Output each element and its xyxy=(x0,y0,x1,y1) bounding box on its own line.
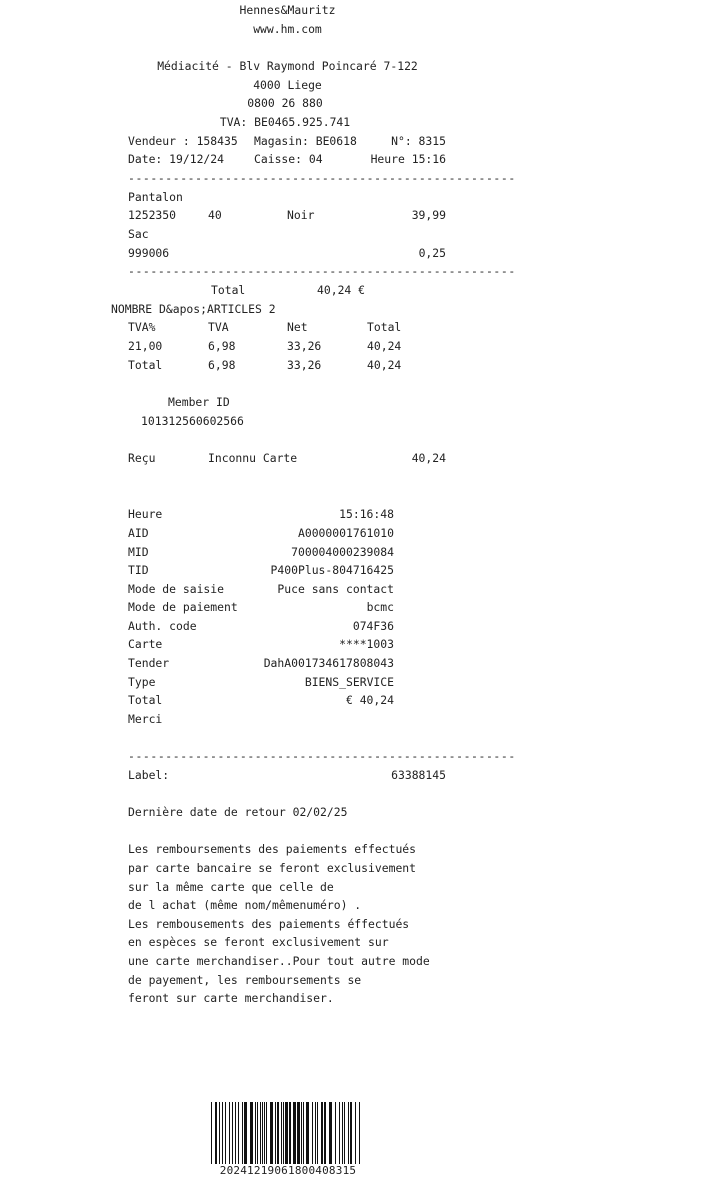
barcode-bar xyxy=(348,1102,349,1164)
card-detail-label: Mode de paiement xyxy=(128,600,238,614)
barcode-bar xyxy=(315,1102,316,1164)
barcode-bar xyxy=(266,1102,267,1164)
card-detail-value: ****1003 xyxy=(339,637,394,651)
store-city: 4000 Liege xyxy=(253,78,322,92)
item-code: 999006 xyxy=(128,246,170,260)
vendeur: Vendeur : 158435 xyxy=(128,134,238,148)
card-detail-label: TID xyxy=(128,563,149,577)
card-detail-value: A0000001761010 xyxy=(297,526,394,540)
barcode-bar xyxy=(275,1102,276,1164)
barcode-bar xyxy=(235,1102,236,1164)
barcode-bar xyxy=(339,1102,340,1164)
card-detail-value: DahA001734617808043 xyxy=(263,656,394,670)
barcode-bar xyxy=(355,1102,356,1164)
card-detail-label: Carte xyxy=(128,637,163,651)
magasin: Magasin: BE0618 xyxy=(254,134,357,148)
caisse: Caisse: 04 xyxy=(254,152,323,166)
barcode-bar xyxy=(359,1102,360,1164)
policy-line: de l achat (même nom/mêmenuméro) . xyxy=(128,898,362,912)
barcode-bar xyxy=(324,1102,326,1164)
barcode-bar xyxy=(211,1102,212,1164)
barcode-bar xyxy=(283,1102,284,1164)
barcode-bar xyxy=(301,1102,302,1164)
card-detail-value: Puce sans contact xyxy=(277,582,394,596)
receipt-time: Heure 15:16 xyxy=(370,152,446,166)
item-color: Noir xyxy=(287,208,315,222)
barcode-bar xyxy=(270,1102,273,1164)
barcode-bar xyxy=(303,1102,304,1164)
barcode xyxy=(211,1102,365,1164)
item-name: Pantalon xyxy=(128,190,183,204)
barcode-number: 20241219061800408315 xyxy=(219,1164,357,1177)
tax-header-rate: TVA% xyxy=(128,320,156,334)
barcode-bar xyxy=(264,1102,265,1164)
barcode-bar xyxy=(344,1102,345,1164)
barcode-bar xyxy=(219,1102,220,1164)
separator: ---------------------------------------------------- xyxy=(128,264,516,278)
item-code: 1252350 xyxy=(128,208,177,222)
card-detail-label: Total xyxy=(128,693,163,707)
barcode-bar xyxy=(329,1102,332,1164)
item-name: Sac xyxy=(128,227,149,241)
card-detail-label: Mode de saisie xyxy=(128,582,225,596)
policy-line: par carte bancaire se feront exclusivement xyxy=(128,861,417,875)
barcode-bar xyxy=(244,1102,247,1164)
card-detail-value: bcmc xyxy=(366,600,394,614)
label-title: Label: xyxy=(128,768,170,782)
tax-cell: 40,24 xyxy=(367,339,402,353)
barcode-bar xyxy=(242,1102,243,1164)
card-detail-label: Tender xyxy=(128,656,170,670)
item-size: 40 xyxy=(208,208,222,222)
barcode-bar xyxy=(250,1102,253,1164)
article-count: NOMBRE D&apos;ARTICLES 2 xyxy=(111,302,276,316)
member-id: 101312560602566 xyxy=(141,414,244,428)
barcode-bar xyxy=(260,1102,261,1164)
barcode-bar xyxy=(215,1102,217,1164)
label-value: 63388145 xyxy=(391,768,446,782)
card-detail-label: Auth. code xyxy=(128,619,197,633)
barcode-bar xyxy=(232,1102,233,1164)
tax-cell: 33,26 xyxy=(287,339,322,353)
policy-line: sur la même carte que celle de xyxy=(128,880,334,894)
barcode-bar xyxy=(293,1102,296,1164)
store-tva: TVA: BE0465.925.741 xyxy=(219,115,351,129)
tax-cell: Total xyxy=(128,358,163,372)
barcode-bar xyxy=(335,1102,336,1164)
barcode-bar xyxy=(257,1102,258,1164)
policy-line: Les rembousements des paiements éffectués xyxy=(128,917,410,931)
barcode-bar xyxy=(255,1102,256,1164)
tax-cell: 21,00 xyxy=(128,339,163,353)
tax-header-tva: TVA xyxy=(208,320,229,334)
separator: ---------------------------------------------------- xyxy=(128,749,516,763)
barcode-bar xyxy=(306,1102,309,1164)
tax-header-total: Total xyxy=(367,320,402,334)
card-detail-value: € 40,24 xyxy=(345,693,394,707)
card-detail-value: 15:16:48 xyxy=(339,507,394,521)
barcode-bar xyxy=(289,1102,291,1164)
barcode-bar xyxy=(277,1102,279,1164)
total-amount: 40,24 € xyxy=(317,283,366,297)
card-detail-label: Merci xyxy=(128,712,163,726)
policy-line: de payement, les remboursements se xyxy=(128,973,362,987)
barcode-bar xyxy=(238,1102,239,1164)
policy-line: en espèces se feront exclusivement sur xyxy=(128,935,389,949)
separator: ---------------------------------------------------- xyxy=(128,171,516,185)
card-detail-value: 700004000239084 xyxy=(291,545,394,559)
barcode-bar xyxy=(297,1102,300,1164)
member-id-label: Member ID xyxy=(168,395,230,409)
card-detail-label: MID xyxy=(128,545,149,559)
item-price: 0,25 xyxy=(418,246,446,260)
receipt-date: Date: 19/12/24 xyxy=(128,152,225,166)
website: www.hm.com xyxy=(253,22,322,36)
policy-line: Les remboursements des paiements effectués xyxy=(128,842,417,856)
payment-label: Reçu xyxy=(128,451,156,465)
card-detail-label: Heure xyxy=(128,507,163,521)
card-detail-value: P400Plus-804716425 xyxy=(270,563,394,577)
policy-line: une carte merchandiser..Pour tout autre mode xyxy=(128,954,430,968)
barcode-bar xyxy=(225,1102,226,1164)
card-detail-value: 074F36 xyxy=(352,619,394,633)
item-price: 39,99 xyxy=(411,208,446,222)
barcode-bar xyxy=(285,1102,288,1164)
payment-method: Inconnu Carte xyxy=(208,451,298,465)
card-detail-label: Type xyxy=(128,675,156,689)
barcode-bar xyxy=(312,1102,313,1164)
card-detail-value: BIENS_SERVICE xyxy=(304,675,394,689)
barcode-bar xyxy=(350,1102,352,1164)
barcode-bar xyxy=(229,1102,230,1164)
tax-cell: 6,98 xyxy=(208,339,236,353)
store-address: Médiacité - Blv Raymond Poincaré 7-122 xyxy=(157,59,418,73)
card-detail-label: AID xyxy=(128,526,149,540)
tax-header-net: Net xyxy=(287,320,308,334)
total-label: Total xyxy=(211,283,246,297)
policy-line: feront sur carte merchandiser. xyxy=(128,991,334,1005)
tax-cell: 6,98 xyxy=(208,358,236,372)
payment-amount: 40,24 xyxy=(411,451,446,465)
receipt-number: N°: 8315 xyxy=(391,134,446,148)
barcode-bar xyxy=(317,1102,318,1164)
barcode-bar xyxy=(321,1102,323,1164)
barcode-bar xyxy=(222,1102,223,1164)
barcode-bar xyxy=(262,1102,263,1164)
barcode-bar xyxy=(281,1102,282,1164)
return-date: Dernière date de retour 02/02/25 xyxy=(128,805,348,819)
store-phone: 0800 26 880 xyxy=(247,96,323,110)
tax-cell: 40,24 xyxy=(367,358,402,372)
tax-cell: 33,26 xyxy=(287,358,322,372)
barcode-bar xyxy=(342,1102,343,1164)
brand-name: Hennes&Mauritz xyxy=(239,3,336,17)
